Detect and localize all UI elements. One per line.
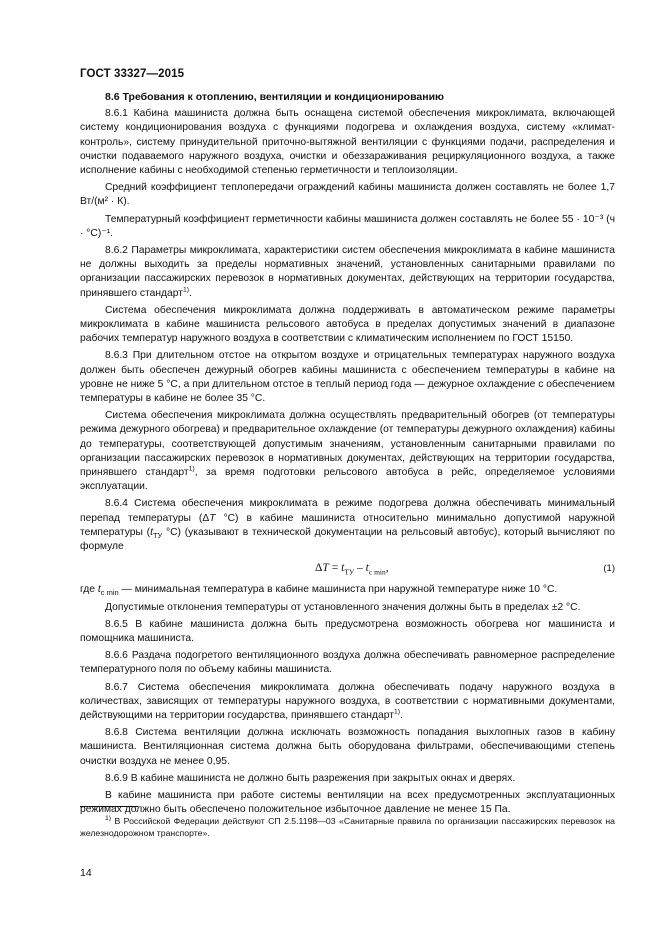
section-title: 8.6 Требования к отоплению, вентиляции и кондиционированию xyxy=(105,91,444,103)
formula-T: T xyxy=(322,562,329,575)
paragraph-where-part: — минимальная температура в кабине машиниста при наружной температуре ниже 10 °С. xyxy=(118,584,558,596)
paragraph-8-6-2-end: . xyxy=(189,287,192,299)
formula-subscript: с min xyxy=(368,567,386,577)
footnote-ref: 1) xyxy=(188,465,195,473)
paragraph-tightness-coefficient: Температурный коэффициент герметичности кабины машиниста должен составлять не более 55 · 10⁻³ (ч · °С)⁻¹. xyxy=(80,213,615,239)
document-body xyxy=(80,90,615,823)
formula-t: t xyxy=(365,562,369,575)
subscript-ty: ТУ xyxy=(152,530,163,540)
paragraph-8-6-5: 8.6.5 В кабине машиниста должна быть предусмотрена возможность обогрева ног машиниста и помощника машиниста. xyxy=(80,618,615,644)
paragraph-8-6-2 xyxy=(80,244,615,301)
paragraph-preheat-text: Система обеспечения микроклимата должна осуществлять предварительный обогрев (от температуры режима дежурного обогрева) и предварительное охлаждение (от температуры дежурного охлаждения) кабины до температуры, соответствующей допустимым значениям, установленным санитарными правилами по организации пассажирских перевозок в нормативных документах, действующих на территории государства, принявшего стандарт xyxy=(80,410,615,479)
paragraph-overpressure: В кабине машиниста при работе системы вентиляции на всех предусмотренных эксплуатационных режимах должно быть обеспечено положительное избыточное давление не менее 15 Па. xyxy=(80,789,615,816)
paragraph-8-6-7-text: 8.6.7 Система обеспечения микроклимата должна обеспечивать подачу наружного воздуха в количествах, зависящих от температуры наружного воздуха, в соответствии с нормативными документами, действующими на территории государства, принявшего стандарт xyxy=(80,681,615,721)
formula-t: t xyxy=(341,562,345,575)
symbol-T: T xyxy=(209,512,216,524)
footnote-marker: 1) xyxy=(105,815,112,823)
formula-subscript: ТУ xyxy=(344,567,355,577)
paragraph-8-6-4 xyxy=(80,497,615,554)
formula-equals: = xyxy=(328,562,342,575)
paragraph-tolerance: Допустимые отклонения температуры от установленного значения должны быть в пределах ±2 °С. xyxy=(105,601,581,613)
paragraph-8-6-1: 8.6.1 Кабина машиниста должна быть оснащена системой обеспечения микроклимата, включающей систему кондиционирования воздуха с функциями подогрева и охлаждения воздуха, систему «климат-контроль», систему принудительной приточно-вытяжной вентиляции с функциями подачи, распределения и очистки подаваемого наружного воздуха, очистки и обеззараживания рециркуляционного воздуха, а также исполнение кабины с необходимой степенью герметичности и теплоизоляции. xyxy=(80,108,615,177)
paragraph-auto-mode: Система обеспечения микроклимата должна поддерживать в автоматическом режиме параметры микроклимата в кабине машиниста рельсового автобуса в пределах допустимых значений в диапазоне рабочих температур наружного воздуха в соответствии с климатическим исполнением по ГОСТ 15150. xyxy=(80,304,615,345)
paragraph-8-6-4-part: °С) в кабине машиниста относительно минимально допустимой наружной температуры ( xyxy=(80,512,615,538)
footnote xyxy=(80,815,615,839)
paragraph-heat-transfer: Средний коэффициент теплопередачи ограждений кабины машиниста должен составлять не более 1,7 Вт/(м² · К). xyxy=(80,182,615,208)
paragraph-8-6-8: 8.6.8 Система вентиляции должна исключать возможность попадания выхлопных газов в кабину машиниста. Вентиляционная система должна быть оборудована фильтрами, обеспечивающими степень очистки воздуха не менее 0,95. xyxy=(80,727,615,767)
subscript-cmin: с min xyxy=(100,588,119,598)
paragraph-8-6-4-part: 8.6.4 Система обеспечения микроклимата в режиме подогрева должна обеспечивать минимальный перепад температуры (Δ xyxy=(80,498,615,524)
formula-delta: Δ xyxy=(315,562,323,575)
formula xyxy=(315,561,389,575)
paragraph-8-6-9: 8.6.9 В кабине машиниста не должно быть разрежения при закрытых окнах и дверях. xyxy=(105,772,516,784)
paragraph-8-6-6: 8.6.6 Раздача подогретого вентиляционного воздуха должна обеспечивать равномерное распределение температурного поля по объему кабины машиниста. xyxy=(80,650,615,676)
standard-header: ГОСТ 33327—2015 xyxy=(80,68,185,80)
footnote-ref: 1) xyxy=(183,286,190,294)
paragraph-where xyxy=(80,583,615,597)
symbol-t: t xyxy=(97,584,101,596)
paragraph-where-part: где xyxy=(80,584,98,596)
formula-minus: – xyxy=(354,562,366,575)
paragraph-preheat xyxy=(80,409,615,494)
paragraph-8-6-7 xyxy=(80,681,615,724)
paragraph-8-6-4-part: °С) (указывают в технической документации на рельсовый автобус), который вычисляют по формуле xyxy=(80,526,615,553)
formula-comma: , xyxy=(385,562,389,575)
formula-number: (1) xyxy=(603,563,615,575)
paragraph-8-6-2-text: 8.6.2 Параметры микроклимата, характеристики систем обеспечения микроклимата в кабине машиниста не должны выходить за пределы нормативных значений, установленных санитарными правилами по организации пассажирских перевозок в нормативных документах, действующих на территории государства, принявшего стандарт xyxy=(80,245,615,299)
footnote-ref: 1) xyxy=(393,708,400,716)
paragraph-preheat-end: , за время подготовки рельсового автобуса в рейс, определяемое условиями эксплуатации. xyxy=(80,467,615,493)
paragraph-8-6-3: 8.6.3 При длительном отстое на открытом воздухе и отрицательных температурах наружного воздуха должен быть обеспечен дежурный обогрев кабины машиниста с обеспечением температуры в кабине на уровне не ниже 5 °С, а при длительном отстое в теплый период года — дежурное охлаждение с обеспечением температуры в кабине не более 35 °С. xyxy=(80,350,615,405)
formula-row xyxy=(80,557,615,581)
footnote-text: В Российской Федерации действуют СП 2.5.1198—03 «Санитарные правила по организации пассажирских перевозок на железнодорожном транспорте». xyxy=(80,816,615,838)
paragraph-8-6-7-end: . xyxy=(400,709,403,721)
footnote-divider xyxy=(80,806,138,807)
page-number: 14 xyxy=(80,867,92,879)
symbol-t: t xyxy=(150,526,153,538)
